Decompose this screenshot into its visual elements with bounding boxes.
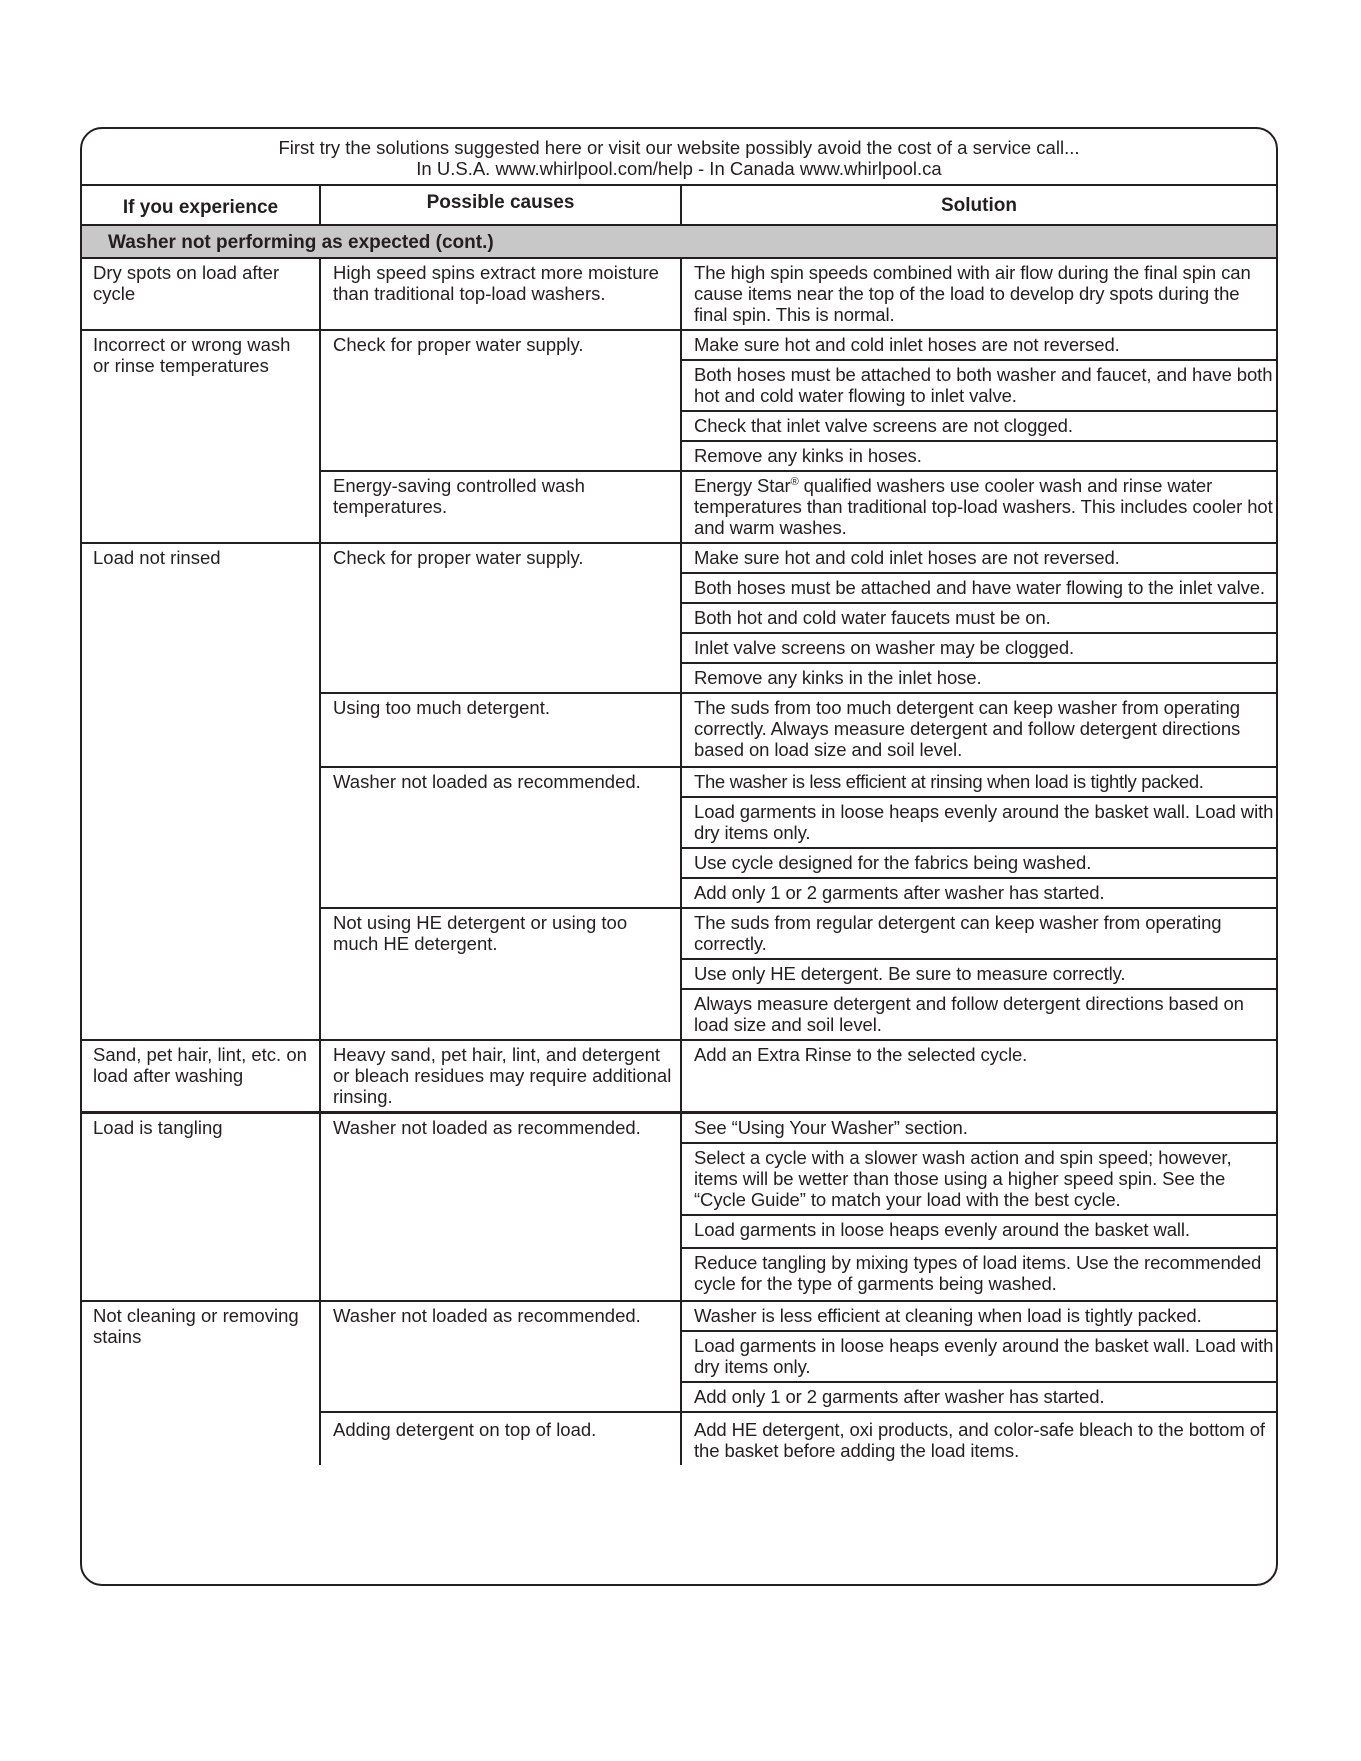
cause-cell: Energy-saving controlled wash temperatures. — [321, 472, 682, 542]
solution-cell: Add only 1 or 2 garments after washer has started. — [682, 1381, 1276, 1411]
solutions-column — [682, 1041, 1276, 1111]
experience-cell: Not cleaning or removing stains — [82, 1302, 321, 1465]
cause-row — [321, 1041, 1276, 1111]
cause-cell: Washer not loaded as recommended. — [321, 768, 682, 907]
solution-cell: Always measure detergent and follow detergent directions based on load size and soil level. — [682, 988, 1276, 1039]
solution-cell: Load garments in loose heaps evenly around the basket wall. Load with dry items only. — [682, 1330, 1276, 1381]
solution-cell: Both hot and cold water faucets must be on. — [682, 602, 1276, 632]
solutions-column — [682, 768, 1276, 907]
header-row — [82, 186, 1276, 226]
causes-column — [321, 1302, 1276, 1465]
solutions-column — [682, 909, 1276, 1039]
table-row-group — [82, 1041, 1276, 1114]
intro-note — [82, 129, 1276, 186]
intro-line-1: First try the solutions suggested here or visit our website possibly avoid the cost of a service call... — [278, 137, 1080, 158]
solution-cell: Select a cycle with a slower wash action and spin speed; however, items will be wetter than those using a higher speed spin. See the “Cycle Guide” to match your load with the best cycle. — [682, 1142, 1276, 1214]
solution-cell: Energy Star® qualified washers use cooler wash and rinse water temperatures than traditional top-load washers. This includes cooler hot and warm washes. — [694, 475, 1273, 538]
header-causes: Possible causes — [321, 186, 682, 224]
table-row-group — [82, 331, 1276, 544]
cause-cell: Washer not loaded as recommended. — [321, 1114, 682, 1300]
solution-cell: Add an Extra Rinse to the selected cycle. — [694, 1044, 1028, 1065]
solutions-column — [682, 259, 1276, 329]
header-experience: If you experience — [82, 186, 321, 224]
solution-cell: The high spin speeds combined with air flow during the final spin can cause items near the top of the load to develop dry spots during the final spin. This is normal. — [694, 262, 1251, 325]
causes-column — [321, 544, 1276, 1039]
cause-row — [321, 907, 1276, 1039]
cause-row — [321, 544, 1276, 692]
solutions-column — [682, 472, 1276, 542]
experience-cell: Incorrect or wrong wash or rinse temperatures — [82, 331, 321, 542]
solution-cell: Make sure hot and cold inlet hoses are not reversed. — [694, 334, 1120, 355]
solution-cell: Use only HE detergent. Be sure to measure correctly. — [682, 958, 1276, 988]
cause-cell: Check for proper water supply. — [321, 331, 682, 470]
cause-row — [321, 1302, 1276, 1411]
solution-cell: Both hoses must be attached to both washer and faucet, and have both hot and cold water flowing to inlet valve. — [682, 359, 1276, 410]
cause-cell: Not using HE detergent or using too much HE detergent. — [321, 909, 682, 1039]
table-row-group — [82, 1114, 1276, 1302]
table-row-group — [82, 544, 1276, 1041]
solution-cell: Both hoses must be attached and have water flowing to the inlet valve. — [682, 572, 1276, 602]
cause-cell: High speed spins extract more moisture than traditional top-load washers. — [321, 259, 682, 329]
solution-cell: The suds from regular detergent can keep washer from operating correctly. — [694, 912, 1222, 954]
solution-cell: Make sure hot and cold inlet hoses are not reversed. — [694, 547, 1120, 568]
causes-column — [321, 1041, 1276, 1111]
solution-cell: Load garments in loose heaps evenly around the basket wall. Load with dry items only. — [682, 796, 1276, 847]
solution-cell: Washer is less efficient at cleaning when load is tightly packed. — [694, 1305, 1202, 1326]
cause-row — [321, 766, 1276, 907]
solution-cell: Use cycle designed for the fabrics being washed. — [682, 847, 1276, 877]
causes-column — [321, 259, 1276, 329]
solution-cell: Remove any kinks in hoses. — [682, 440, 1276, 470]
solution-cell: Add only 1 or 2 garments after washer has started. — [682, 877, 1276, 907]
causes-column — [321, 331, 1276, 542]
cause-cell: Washer not loaded as recommended. — [321, 1302, 682, 1411]
table-row-group — [82, 1302, 1276, 1465]
troubleshooting-table — [80, 127, 1278, 1586]
cause-cell: Using too much detergent. — [321, 694, 682, 766]
solution-cell: See “Using Your Washer” section. — [694, 1117, 968, 1138]
solution-cell: Inlet valve screens on washer may be clogged. — [682, 632, 1276, 662]
experience-cell: Load not rinsed — [82, 544, 321, 1039]
cause-row — [321, 692, 1276, 766]
experience-cell: Dry spots on load after cycle — [82, 259, 321, 329]
experience-cell: Load is tangling — [82, 1114, 321, 1300]
solution-cell: Add HE detergent, oxi products, and color-safe bleach to the bottom of the basket before adding the load items. — [694, 1419, 1265, 1461]
solution-cell: Remove any kinks in the inlet hose. — [682, 662, 1276, 692]
solutions-column — [682, 1114, 1276, 1300]
section-title: Washer not performing as expected (cont.) — [82, 226, 1276, 259]
solution-cell: Check that inlet valve screens are not clogged. — [682, 410, 1276, 440]
cause-row — [321, 1114, 1276, 1300]
table-row-group — [82, 259, 1276, 331]
causes-column — [321, 1114, 1276, 1300]
solution-cell: Load garments in loose heaps evenly around the basket wall. — [682, 1214, 1276, 1247]
experience-cell: Sand, pet hair, lint, etc. on load after washing — [82, 1041, 321, 1111]
cause-cell: Heavy sand, pet hair, lint, and detergent or bleach residues may require additional rinsing. — [321, 1041, 682, 1111]
cause-cell: Adding detergent on top of load. — [321, 1413, 682, 1465]
intro-line-2: In U.S.A. www.whirlpool.com/help - In Canada www.whirlpool.ca — [416, 158, 942, 179]
cause-row — [321, 470, 1276, 542]
solutions-column — [682, 1413, 1276, 1465]
cause-row — [321, 259, 1276, 329]
solution-cell: The washer is less efficient at rinsing when load is tightly packed. — [694, 771, 1204, 792]
cause-row — [321, 331, 1276, 470]
cause-row — [321, 1411, 1276, 1465]
solution-cell: The suds from too much detergent can keep washer from operating correctly. Always measure detergent and follow detergent directions based on load size and soil level. — [694, 697, 1241, 760]
cause-cell: Check for proper water supply. — [321, 544, 682, 692]
solution-cell: Reduce tangling by mixing types of load items. Use the recommended cycle for the type of garments being washed. — [682, 1247, 1276, 1300]
solutions-column — [682, 544, 1276, 692]
solutions-column — [682, 1302, 1276, 1411]
header-solution: Solution — [941, 195, 1017, 216]
solutions-column — [682, 331, 1276, 470]
solutions-column — [682, 694, 1276, 766]
